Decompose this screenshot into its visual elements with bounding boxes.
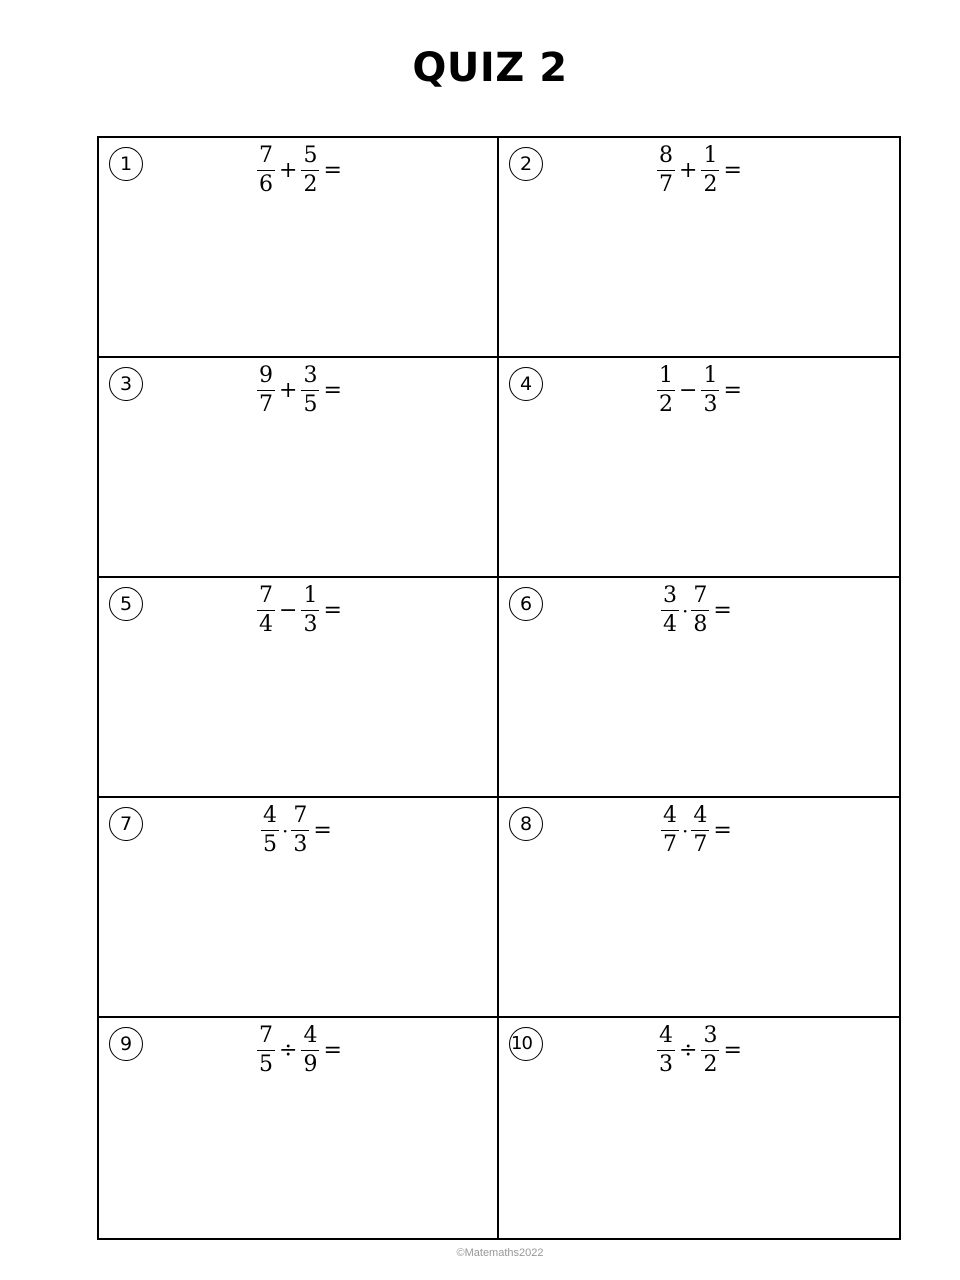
numerator: 7	[693, 583, 708, 608]
fraction-a	[657, 1025, 675, 1076]
fraction-b	[691, 585, 709, 636]
denominator: 5	[263, 832, 277, 857]
denominator: 8	[693, 612, 708, 637]
numerator: 8	[659, 143, 673, 168]
numerator: 4	[659, 1023, 673, 1048]
fraction-b	[701, 365, 719, 416]
problem-number-badge: 4	[509, 367, 543, 401]
operator: ·	[282, 818, 289, 843]
problem-number-badge: 2	[509, 147, 543, 181]
operator: +	[279, 378, 298, 403]
problem-number-badge: 10	[509, 1027, 543, 1061]
fraction-b	[701, 1025, 719, 1076]
problem-number-badge: 5	[109, 587, 143, 621]
fraction-a	[257, 365, 275, 416]
numerator: 1	[303, 583, 318, 608]
equals-sign: =	[323, 1038, 342, 1063]
denominator: 9	[303, 1052, 318, 1077]
problem-grid	[97, 136, 901, 1240]
fraction-b	[301, 585, 319, 636]
problem-cell-6	[499, 578, 899, 798]
fraction-b	[301, 1025, 319, 1076]
problem-cell-3	[99, 358, 499, 578]
equals-sign: =	[313, 818, 332, 843]
fraction-expression	[261, 805, 332, 856]
fraction-expression	[661, 585, 732, 636]
problem-cell-10	[499, 1018, 899, 1238]
numerator: 1	[703, 363, 718, 388]
fraction-expression	[257, 365, 342, 416]
numerator: 7	[259, 1023, 273, 1048]
numerator: 7	[259, 583, 273, 608]
fraction-b	[291, 805, 309, 856]
equals-sign: =	[723, 1038, 742, 1063]
denominator: 3	[703, 392, 718, 417]
equals-sign: =	[723, 158, 742, 183]
numerator: 5	[303, 143, 318, 168]
operator: +	[279, 158, 298, 183]
problem-cell-8	[499, 798, 899, 1018]
fraction-b	[701, 145, 719, 196]
problem-number-badge: 1	[109, 147, 143, 181]
fraction-a	[257, 145, 275, 196]
problem-number-badge: 6	[509, 587, 543, 621]
denominator: 2	[659, 392, 673, 417]
problem-number-badge: 3	[109, 367, 143, 401]
fraction-a	[261, 805, 279, 856]
operator: −	[679, 378, 698, 403]
fraction-expression	[657, 1025, 742, 1076]
denominator: 7	[693, 832, 708, 857]
operator: ÷	[679, 1038, 698, 1063]
numerator: 7	[259, 143, 273, 168]
operator: ·	[682, 818, 689, 843]
equals-sign: =	[723, 378, 742, 403]
numerator: 7	[293, 803, 308, 828]
fraction-a	[257, 1025, 275, 1076]
denominator: 2	[703, 1052, 718, 1077]
fraction-expression	[257, 1025, 342, 1076]
denominator: 6	[259, 172, 273, 197]
equals-sign: =	[323, 158, 342, 183]
operator: −	[279, 598, 298, 623]
denominator: 5	[259, 1052, 273, 1077]
numerator: 4	[693, 803, 708, 828]
denominator: 7	[663, 832, 677, 857]
fraction-b	[301, 365, 319, 416]
numerator: 3	[663, 583, 677, 608]
numerator: 1	[703, 143, 718, 168]
denominator: 3	[659, 1052, 673, 1077]
denominator: 2	[703, 172, 718, 197]
fraction-a	[657, 145, 675, 196]
numerator: 3	[303, 363, 318, 388]
fraction-b	[301, 145, 319, 196]
equals-sign: =	[713, 818, 732, 843]
fraction-expression	[661, 805, 732, 856]
equals-sign: =	[713, 598, 732, 623]
denominator: 3	[293, 832, 308, 857]
numerator: 9	[259, 363, 273, 388]
operator: ÷	[279, 1038, 298, 1063]
numerator: 4	[663, 803, 677, 828]
problem-cell-4	[499, 358, 899, 578]
operator: ·	[682, 598, 689, 623]
problem-cell-5	[99, 578, 499, 798]
numerator: 4	[303, 1023, 318, 1048]
equals-sign: =	[323, 598, 342, 623]
fraction-expression	[657, 365, 742, 416]
problem-number-badge: 8	[509, 807, 543, 841]
problem-cell-2	[499, 138, 899, 358]
denominator: 4	[663, 612, 677, 637]
denominator: 2	[303, 172, 318, 197]
problem-cell-9	[99, 1018, 499, 1238]
fraction-a	[661, 805, 679, 856]
fraction-a	[257, 585, 275, 636]
denominator: 3	[303, 612, 318, 637]
problem-number-badge: 9	[109, 1027, 143, 1061]
denominator: 7	[259, 392, 273, 417]
problem-number-badge: 7	[109, 807, 143, 841]
numerator: 3	[703, 1023, 718, 1048]
numerator: 4	[263, 803, 277, 828]
fraction-a	[657, 365, 675, 416]
equals-sign: =	[323, 378, 342, 403]
copyright-footer: ©Matemaths2022	[456, 1247, 544, 1259]
problem-cell-1	[99, 138, 499, 358]
fraction-expression	[257, 145, 342, 196]
numerator: 1	[659, 363, 673, 388]
problem-cell-7	[99, 798, 499, 1018]
operator: +	[679, 158, 698, 183]
page-title: QUIZ 2	[412, 45, 568, 91]
fraction-a	[661, 585, 679, 636]
fraction-expression	[257, 585, 342, 636]
denominator: 4	[259, 612, 273, 637]
fraction-expression	[657, 145, 742, 196]
fraction-b	[691, 805, 709, 856]
denominator: 5	[303, 392, 318, 417]
denominator: 7	[659, 172, 673, 197]
